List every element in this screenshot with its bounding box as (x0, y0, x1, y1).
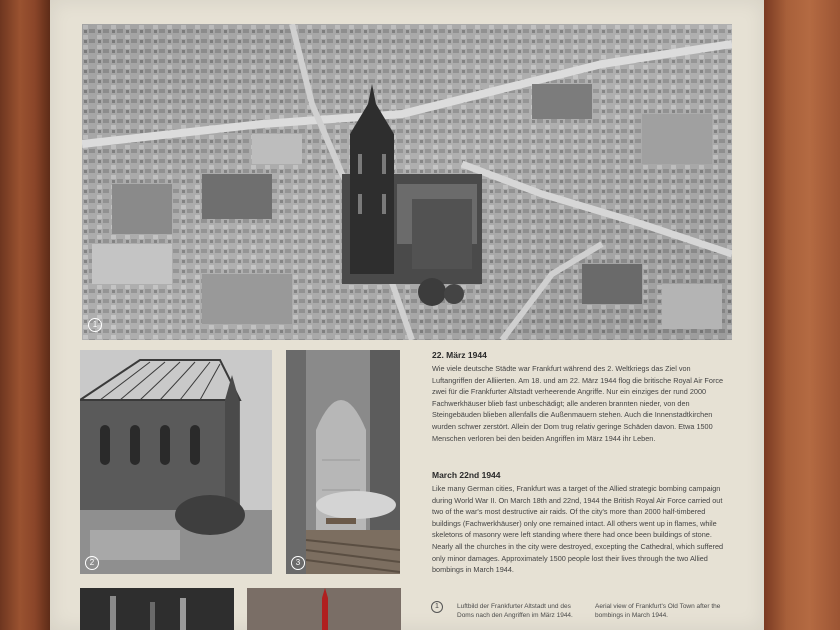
photo-number-badge: 1 (88, 318, 102, 332)
bottom-photo-right (247, 588, 401, 630)
photo-number-badge: 2 (85, 556, 99, 570)
ruined-church-photo (80, 350, 272, 574)
german-text-block (432, 350, 732, 444)
caption-english: Aerial view of Frankfurt's Old Town after the bombings in March 1944. (595, 603, 721, 619)
wood-wall-right (764, 0, 840, 630)
german-heading: 22. März 1944 (432, 350, 487, 360)
aerial-photo (82, 24, 732, 340)
bottom-photo-left (80, 588, 234, 630)
interior-rubble-photo (286, 350, 400, 574)
english-heading: March 22nd 1944 (432, 470, 501, 480)
german-paragraph: Wie viele deutsche Städte war Frankfurt während des 2. Weltkriegs das Ziel von Luftangriffen der Alliierten. Am 18. und am 22. März 1944 flog die britische Royal Air Force zwei für die Frankfurter Altstadt verheerende Angriffe. Nur ein einziges der rund 2000 Fachwerkhäuser blieb fast unbeschädigt; alle anderen brannten nieder, von den Steingebäuden blieben allenfalls die Außenmauern stehen. Auch die Innenstadtkirchen wurden schwer zerstört. Allein der Dom trug relativ geringe Schäden davon. Etwa 1500 Menschen verloren bei den beiden Angriffen im März 1944 ihr Leben. (432, 364, 724, 443)
caption-number: 1 (431, 601, 443, 613)
english-text-block (432, 470, 732, 576)
caption-german: Luftbild der Frankfurter Altstadt und des Doms nach den Angriffen im März 1944. (457, 603, 573, 619)
wood-frame-left (0, 0, 50, 630)
english-paragraph: Like many German cities, Frankfurt was a target of the Allied strategic bombing campaign during World War II. On March 18th and 22nd, 1944 the British Royal Air Force carried out two of the war's most destructive air raids. Of the city's more than 2000 half-timbered buildings (Fachwerkhäuser) only one remained intact. All others went up in flames, while skeletons of masonry were left standing where there had once been buildings of stone. Nearly all the churches in the city were destroyed, excepting the Cathedral, which suffered only minor damages. Approximately 1500 people lost their lives through the two Allied bombings in March 1944. (432, 484, 724, 575)
photo-number-badge: 3 (291, 556, 305, 570)
